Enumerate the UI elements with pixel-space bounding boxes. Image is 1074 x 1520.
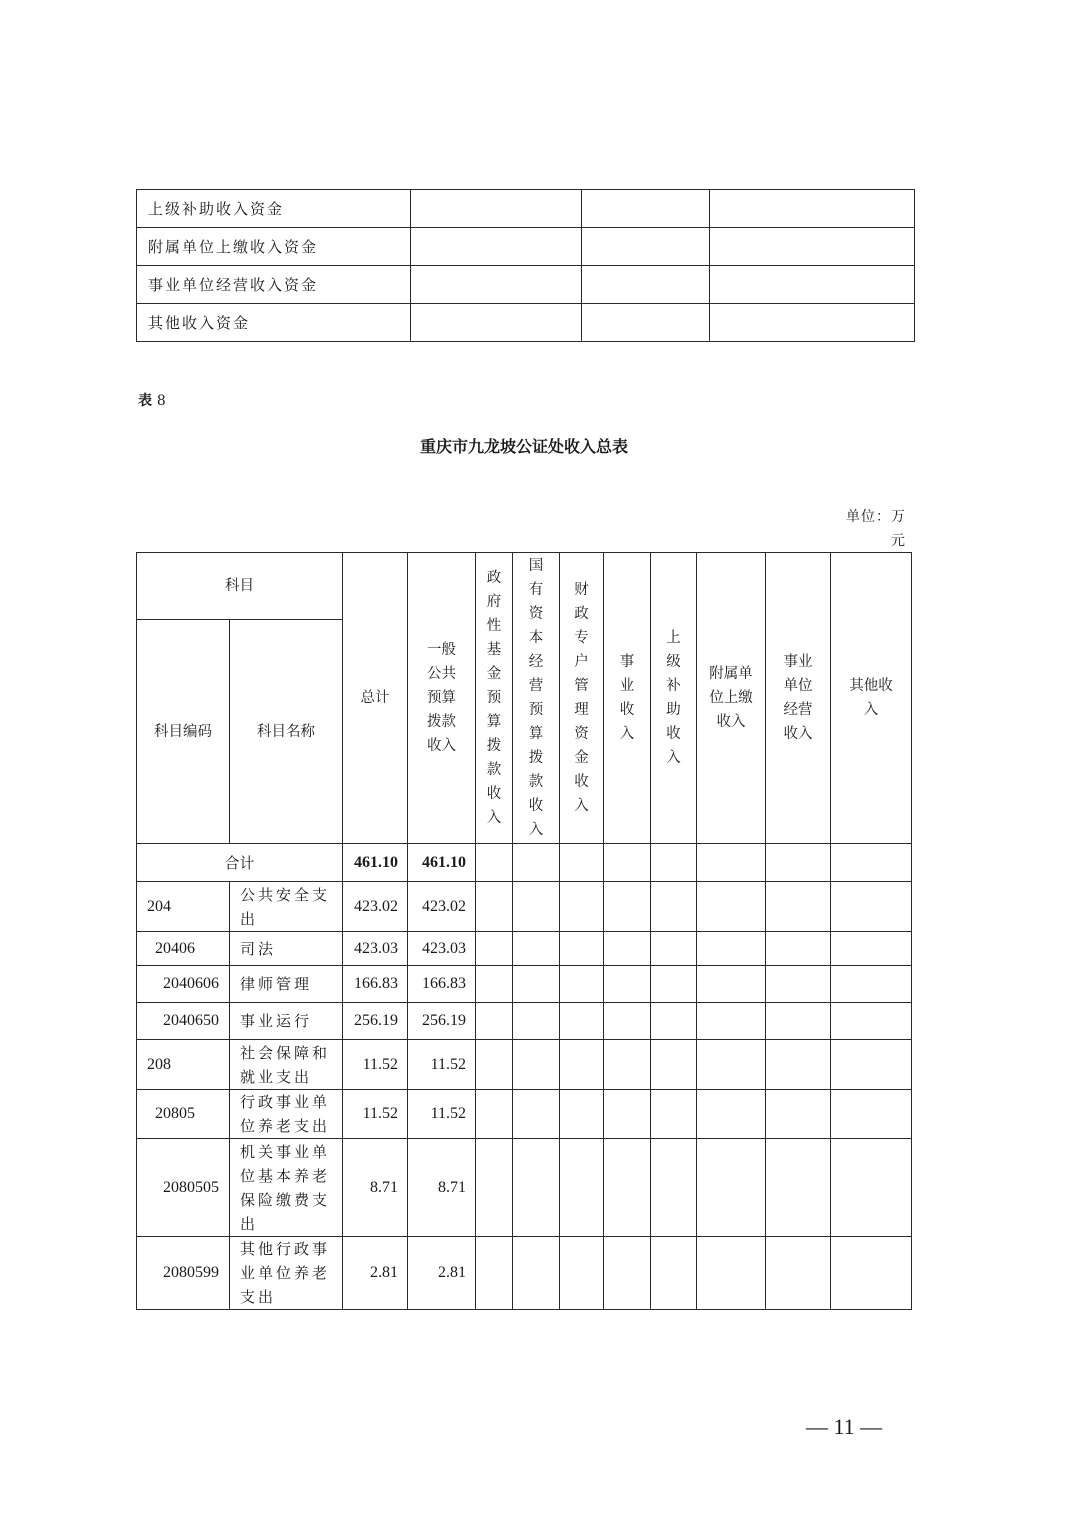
funding-row-value	[582, 228, 710, 266]
funding-row-value	[582, 304, 710, 342]
empty-cell	[604, 1139, 651, 1237]
empty-cell	[604, 844, 651, 882]
empty-cell	[513, 1003, 560, 1040]
header-superior-subsidy: 上级补助收入	[651, 553, 697, 844]
funding-source-table	[136, 189, 915, 342]
table-row	[137, 932, 912, 966]
header-subject-group: 科目	[137, 553, 343, 620]
empty-cell	[697, 844, 766, 882]
empty-cell	[560, 1040, 604, 1090]
subject-name: 公共安全支出	[230, 882, 343, 932]
empty-cell	[476, 1237, 513, 1310]
empty-cell	[697, 1003, 766, 1040]
subject-code: 208	[137, 1040, 230, 1090]
table-row	[137, 1003, 912, 1040]
header-general-budget: 一般公共预算拨款收入	[408, 553, 476, 844]
empty-cell	[766, 932, 831, 966]
table-row	[137, 1237, 912, 1310]
row-general-budget: 11.52	[408, 1090, 476, 1139]
total-general-budget: 461.10	[408, 844, 476, 882]
empty-cell	[831, 1090, 912, 1139]
funding-row-value	[582, 266, 710, 304]
table-title: 重庆市九龙坡公证处收入总表	[419, 437, 628, 456]
funding-row-label: 事业单位经营收入资金	[137, 266, 411, 304]
subject-name: 社会保障和就业支出	[230, 1040, 343, 1090]
header-operating: 事业单位经营收入	[766, 553, 831, 844]
row-total: 11.52	[343, 1090, 408, 1139]
row-total: 166.83	[343, 966, 408, 1003]
empty-cell	[651, 932, 697, 966]
table-number-value: 8	[156, 393, 166, 409]
empty-cell	[476, 1003, 513, 1040]
subject-name: 事业运行	[230, 1003, 343, 1040]
funding-row-label: 上级补助收入资金	[137, 190, 411, 228]
header-gov-fund: 政府性基金预算拨款收入	[476, 553, 513, 844]
empty-cell	[476, 844, 513, 882]
funding-row	[137, 304, 915, 342]
row-general-budget: 8.71	[408, 1139, 476, 1237]
empty-cell	[476, 966, 513, 1003]
header-affiliated: 附属单位上缴收入	[697, 553, 766, 844]
total-row	[137, 844, 912, 882]
empty-cell	[697, 882, 766, 932]
empty-cell	[513, 1139, 560, 1237]
table-number	[138, 390, 166, 410]
row-general-budget: 2.81	[408, 1237, 476, 1310]
empty-cell	[651, 1040, 697, 1090]
row-total: 11.52	[343, 1040, 408, 1090]
row-general-budget: 423.02	[408, 882, 476, 932]
empty-cell	[766, 966, 831, 1003]
empty-cell	[831, 1003, 912, 1040]
row-total: 423.02	[343, 882, 408, 932]
funding-row-value	[710, 304, 915, 342]
empty-cell	[560, 932, 604, 966]
empty-cell	[766, 882, 831, 932]
row-total: 2.81	[343, 1237, 408, 1310]
funding-row-value	[411, 228, 582, 266]
empty-cell	[766, 1237, 831, 1310]
empty-cell	[697, 966, 766, 1003]
funding-row	[137, 190, 915, 228]
empty-cell	[831, 1040, 912, 1090]
empty-cell	[697, 1040, 766, 1090]
header-state-capital: 国有资本经营预算拨款收入	[513, 553, 560, 844]
funding-row-value	[710, 190, 915, 228]
empty-cell	[651, 1003, 697, 1040]
empty-cell	[831, 966, 912, 1003]
empty-cell	[766, 1040, 831, 1090]
empty-cell	[766, 1003, 831, 1040]
row-total: 256.19	[343, 1003, 408, 1040]
empty-cell	[831, 1237, 912, 1310]
empty-cell	[651, 1237, 697, 1310]
empty-cell	[513, 966, 560, 1003]
empty-cell	[560, 882, 604, 932]
table-row	[137, 966, 912, 1003]
row-general-budget: 423.03	[408, 932, 476, 966]
funding-row-value	[411, 266, 582, 304]
empty-cell	[831, 844, 912, 882]
header-other: 其他收入	[831, 553, 912, 844]
empty-cell	[766, 1090, 831, 1139]
empty-cell	[766, 1139, 831, 1237]
header-code: 科目编码	[137, 620, 230, 844]
page-number: — 11 —	[806, 1414, 883, 1439]
empty-cell	[560, 844, 604, 882]
empty-cell	[651, 1090, 697, 1139]
empty-cell	[697, 932, 766, 966]
row-general-budget: 166.83	[408, 966, 476, 1003]
table-row	[137, 1040, 912, 1090]
empty-cell	[476, 1139, 513, 1237]
empty-cell	[697, 1090, 766, 1139]
empty-cell	[651, 882, 697, 932]
row-general-budget: 11.52	[408, 1040, 476, 1090]
empty-cell	[604, 966, 651, 1003]
table-row	[137, 1139, 912, 1237]
empty-cell	[651, 966, 697, 1003]
empty-cell	[513, 1040, 560, 1090]
empty-cell	[651, 1139, 697, 1237]
empty-cell	[560, 1139, 604, 1237]
empty-cell	[697, 1139, 766, 1237]
subject-code: 2080505	[137, 1139, 230, 1237]
row-total: 8.71	[343, 1139, 408, 1237]
funding-row-label: 其他收入资金	[137, 304, 411, 342]
empty-cell	[560, 1237, 604, 1310]
header-name: 科目名称	[230, 620, 343, 844]
empty-cell	[513, 882, 560, 932]
funding-row-value	[710, 266, 915, 304]
empty-cell	[513, 1237, 560, 1310]
empty-cell	[513, 932, 560, 966]
funding-row-value	[411, 304, 582, 342]
empty-cell	[604, 1040, 651, 1090]
subject-name: 其他行政事业单位养老支出	[230, 1237, 343, 1310]
total-label: 合计	[137, 844, 343, 882]
empty-cell	[831, 932, 912, 966]
empty-cell	[476, 882, 513, 932]
header-total: 总计	[343, 553, 408, 844]
table-prefix: 表	[138, 393, 152, 409]
empty-cell	[476, 1090, 513, 1139]
funding-row-value	[582, 190, 710, 228]
empty-cell	[766, 844, 831, 882]
row-general-budget: 256.19	[408, 1003, 476, 1040]
empty-cell	[604, 1237, 651, 1310]
subject-code: 2040606	[137, 966, 230, 1003]
empty-cell	[560, 1090, 604, 1139]
empty-cell	[476, 932, 513, 966]
empty-cell	[831, 882, 912, 932]
funding-row	[137, 266, 915, 304]
unit-label: 单位：万元	[846, 509, 906, 549]
subject-code: 20406	[137, 932, 230, 966]
subject-code: 204	[137, 882, 230, 932]
table-row	[137, 882, 912, 932]
total-amount: 461.10	[343, 844, 408, 882]
header-business: 事业收入	[604, 553, 651, 844]
empty-cell	[697, 1237, 766, 1310]
empty-cell	[560, 1003, 604, 1040]
empty-cell	[604, 932, 651, 966]
empty-cell	[604, 882, 651, 932]
subject-code: 20805	[137, 1090, 230, 1139]
subject-name: 行政事业单位养老支出	[230, 1090, 343, 1139]
empty-cell	[513, 844, 560, 882]
empty-cell	[513, 1090, 560, 1139]
empty-cell	[831, 1139, 912, 1237]
subject-name: 律师管理	[230, 966, 343, 1003]
subject-name: 司法	[230, 932, 343, 966]
header-special-account: 财政专户管理资金收入	[560, 553, 604, 844]
table-row	[137, 1090, 912, 1139]
funding-row-label: 附属单位上缴收入资金	[137, 228, 411, 266]
subject-code: 2080599	[137, 1237, 230, 1310]
subject-name: 机关事业单位基本养老保险缴费支出	[230, 1139, 343, 1237]
empty-cell	[476, 1040, 513, 1090]
subject-code: 2040650	[137, 1003, 230, 1040]
funding-row-value	[710, 228, 915, 266]
funding-row-value	[411, 190, 582, 228]
empty-cell	[651, 844, 697, 882]
row-total: 423.03	[343, 932, 408, 966]
income-summary-table	[136, 552, 912, 1310]
empty-cell	[604, 1003, 651, 1040]
empty-cell	[560, 966, 604, 1003]
funding-row	[137, 228, 915, 266]
empty-cell	[604, 1090, 651, 1139]
